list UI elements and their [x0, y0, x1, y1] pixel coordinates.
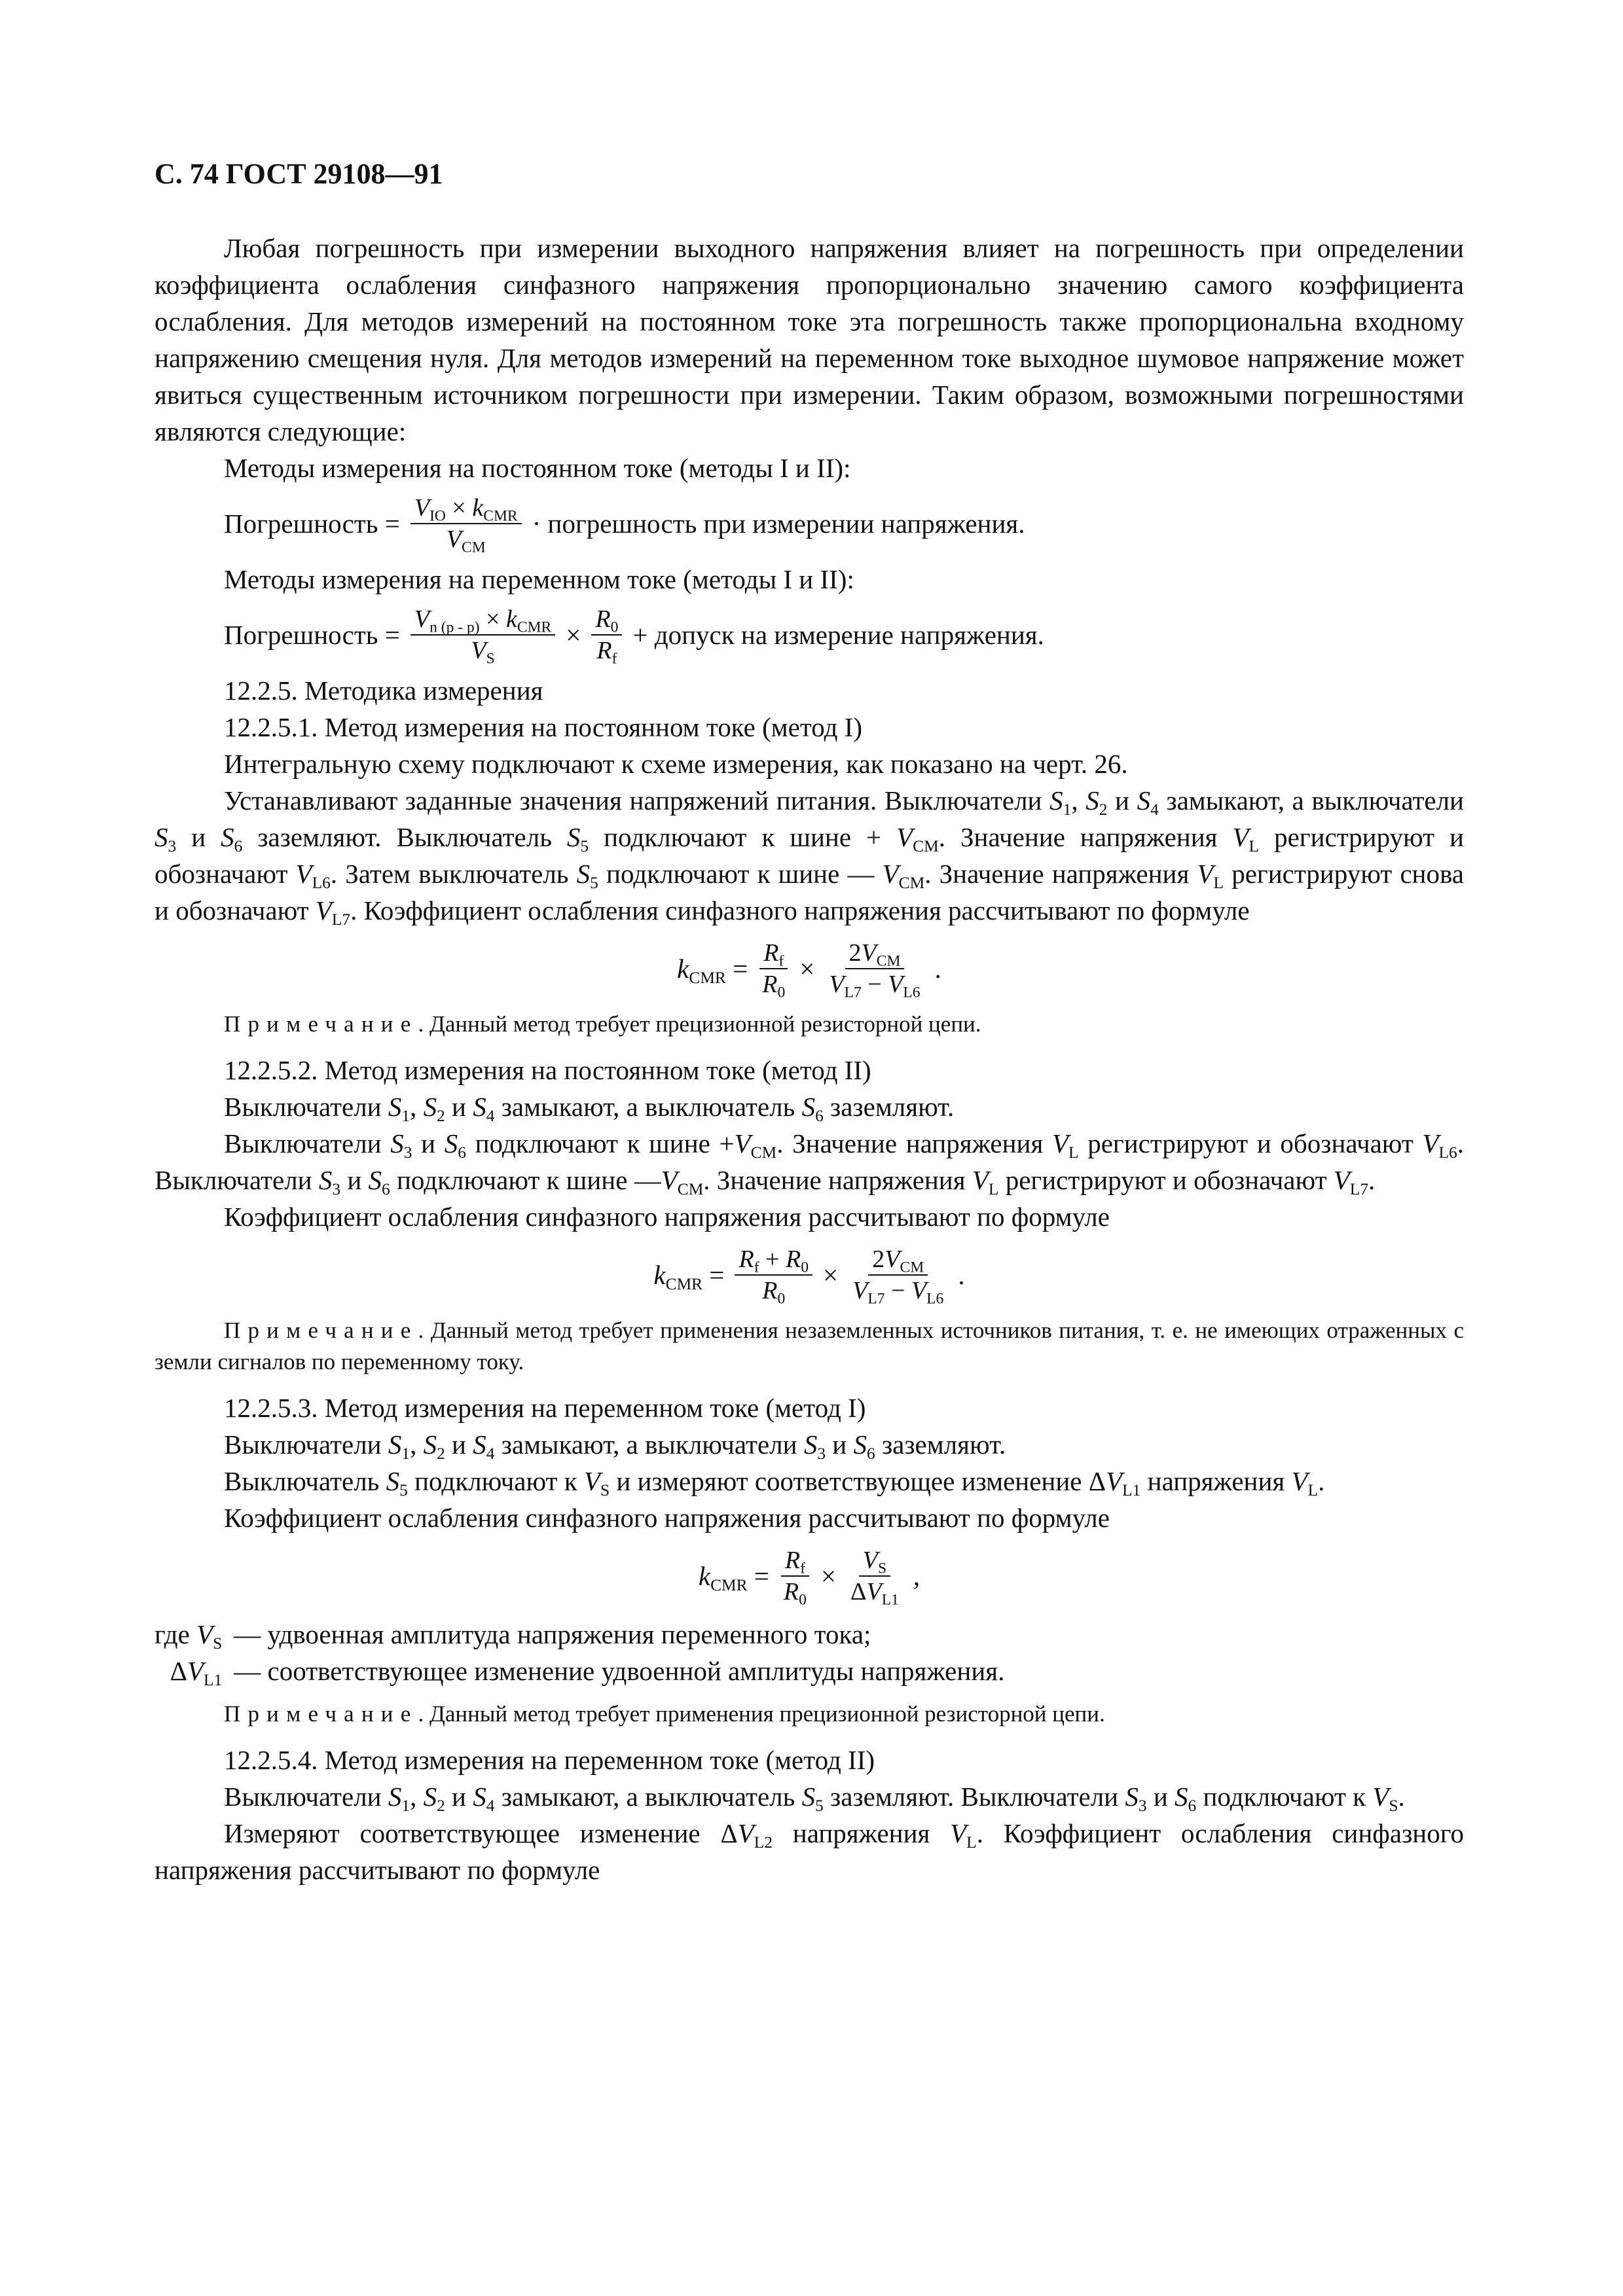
paragraph: Выключатели $S_1$, $S_2$ и $S_4$ замыкают, а выключатель $S_5$ заземляют. Выключатели $S_3$ и $S_6$ подключают к $V_S$.: [224, 1782, 1405, 1816]
section-12-2-5: 12.2.5. Методика измерения: [224, 675, 543, 706]
paragraph: Устанавливают заданные значения напряжений питания. Выключатели $S_1$, $S_2$ и $S_4$ замыкают, а выключатели $S_3$ и $S_6$ заземляют. Выключатель $S_5$ подключают к шине + $V_{CM}$. Значение напряжения $V_L$ регистрируют и обозначают $V_{L6}$. Затем выключатель $S_5$ подключают к шине — $V_{CM}$. Значение напряжения $V_L$ регистрируют снова и обозначают $V_{L7}$. Коэффициент ослабления синфазного напряжения рассчитывают по формуле: [155, 785, 1465, 929]
document-page: [155, 157, 1464, 1888]
section-12-2-5-1: 12.2.5.1. Метод измерения на постоянном токе (метод I): [224, 712, 862, 742]
where-block: где $V_S$ — удвоенная амплитуда напряжения переменного тока; $\Delta V_{L1}$ — соответствующее изменение удвоенной амплитуды напряжения.: [155, 1619, 1005, 1690]
paragraph: Выключатель $S_5$ подключают к $V_S$ и измеряют соответствующее изменение $\Delta V_{L1}$ напряжения $V_L$.: [224, 1466, 1325, 1500]
formula-kcmr-1: $k_{CMR}$ = $\frac{R_f}{R_0}$ × $\frac{2V_{CM}}{V_{L7} - V_{L6}}$ .: [677, 939, 941, 1001]
section-12-2-5-4: 12.2.5.4. Метод измерения на переменном токе (метод II): [224, 1745, 875, 1775]
note: Примечание. Данный метод требует применения незаземленных источников питания, т. е. не имеющих отраженных с земли сигналов по переменному току.: [155, 1318, 1464, 1374]
fraction: $\frac{V_S}{\Delta V_{L1}}$: [850, 1547, 899, 1609]
formula-kcmr-2: $k_{CMR}$ = $\frac{R_f + R_0}{R_0}$ × $\frac{2V_{CM}}{V_{L7} - V_{L6}}$ .: [653, 1246, 965, 1308]
formula-error-dc: [155, 493, 1464, 554]
paragraph: Коэффициент ослабления синфазного напряжения рассчитывают по формуле: [224, 1503, 1110, 1533]
error-label: Погрешность =: [224, 509, 400, 539]
formula-tail: + допуск на измерение напряжения.: [632, 620, 1044, 650]
ac-methods-line: Методы измерения на переменном токе (методы I и II):: [224, 564, 854, 594]
fraction: $\frac{V_{n (p - p)} \times k_{CMR}}{V_S}$: [410, 604, 555, 666]
section-12-2-5-3: 12.2.5.3. Метод измерения на переменном токе (метод I): [224, 1393, 866, 1423]
fraction: $\frac{2V_{CM}}{V_{L7} - V_{L6}}$: [829, 939, 921, 1001]
note: Примечание. Данный метод требует применения прецизионной резисторной цепи.: [224, 1701, 1105, 1727]
paragraph: Интегральную схему подключают к схеме измерения, как показано на черт. 26.: [224, 749, 1128, 779]
fraction: $\frac{R_f + R_0}{R_0}$: [735, 1244, 812, 1306]
intro-paragraph: Любая погрешность при измерении выходного напряжения влияет на погрешность при определении коэффициента ослабления синфазного напряжения пропорционально значению самого коэффициента ослабления. Для методов измерений на постоянном токе эта погрешность также пропорциональна входному напряжению смещения нуля. Для методов измерений на переменном токе выходное шумовое напряжение может явиться существенным источником погрешности при измерении. Таким образом, возможными погрешностями являются следующие:: [155, 233, 1464, 446]
fraction: $\frac{R_0}{R_f}$: [591, 604, 622, 666]
paragraph: Измеряют соответствующее изменение $\Delta V_{L2}$ напряжения $V_L$. Коэффициент ослабления синфазного напряжения рассчитывают по формуле: [155, 1818, 1465, 1885]
section-12-2-5-2: 12.2.5.2. Метод измерения на постоянном токе (метод II): [224, 1055, 871, 1085]
formula-error-ac: Погрешность = $\frac{V_{n (p - p)} \times k_{CMR}}{V_S}$ × $\frac{R_0}{R_f}$ + допуск на измерение напряжения.: [224, 605, 1044, 668]
paragraph: Выключатели $S_1$, $S_2$ и $S_4$ замыкают, а выключатель $S_6$ заземляют.: [224, 1092, 955, 1126]
page-header: С. 74 ГОСТ 29108—91: [155, 158, 443, 190]
fraction: $\frac{V_{IO} \times k_{CMR}}{V_{CM}}$: [410, 493, 522, 554]
dc-methods-line: Методы измерения на постоянном токе (методы I и II):: [224, 453, 851, 483]
fraction: $\frac{2V_{CM}}{V_{L7} - V_{L6}}$: [852, 1246, 944, 1308]
error-label: Погрешность =: [224, 620, 400, 650]
fraction: $\frac{R_f}{R_0}$: [780, 1545, 811, 1607]
paragraph: Выключатели $S_3$ и $S_6$ подключают к шине $+V_{CM}$. Значение напряжения $V_L$ регистрируют и обозначают $V_{L6}$. Выключатели $S_3$ и $S_6$ подключают к шине $—V_{CM}$. Значение напряжения $V_L$ регистрируют и обозначают $V_{L7}$.: [155, 1128, 1464, 1199]
paragraph: Коэффициент ослабления синфазного напряжения рассчитывают по формуле: [224, 1202, 1110, 1232]
paragraph: Выключатели $S_1$, $S_2$ и $S_4$ замыкают, а выключатели $S_3$ и $S_6$ заземляют.: [224, 1429, 1006, 1463]
note: Примечание. Данный метод требует прецизионной резисторной цепи.: [224, 1011, 981, 1037]
formula-kcmr-3: $k_{CMR}$ = $\frac{R_f}{R_0}$ × $\frac{V_S}{\Delta V_{L1}}$ ,: [698, 1547, 921, 1609]
fraction: $\frac{R_f}{R_0}$: [758, 938, 789, 999]
formula-tail: · погрешность при измерении напряжения.: [532, 509, 1025, 539]
